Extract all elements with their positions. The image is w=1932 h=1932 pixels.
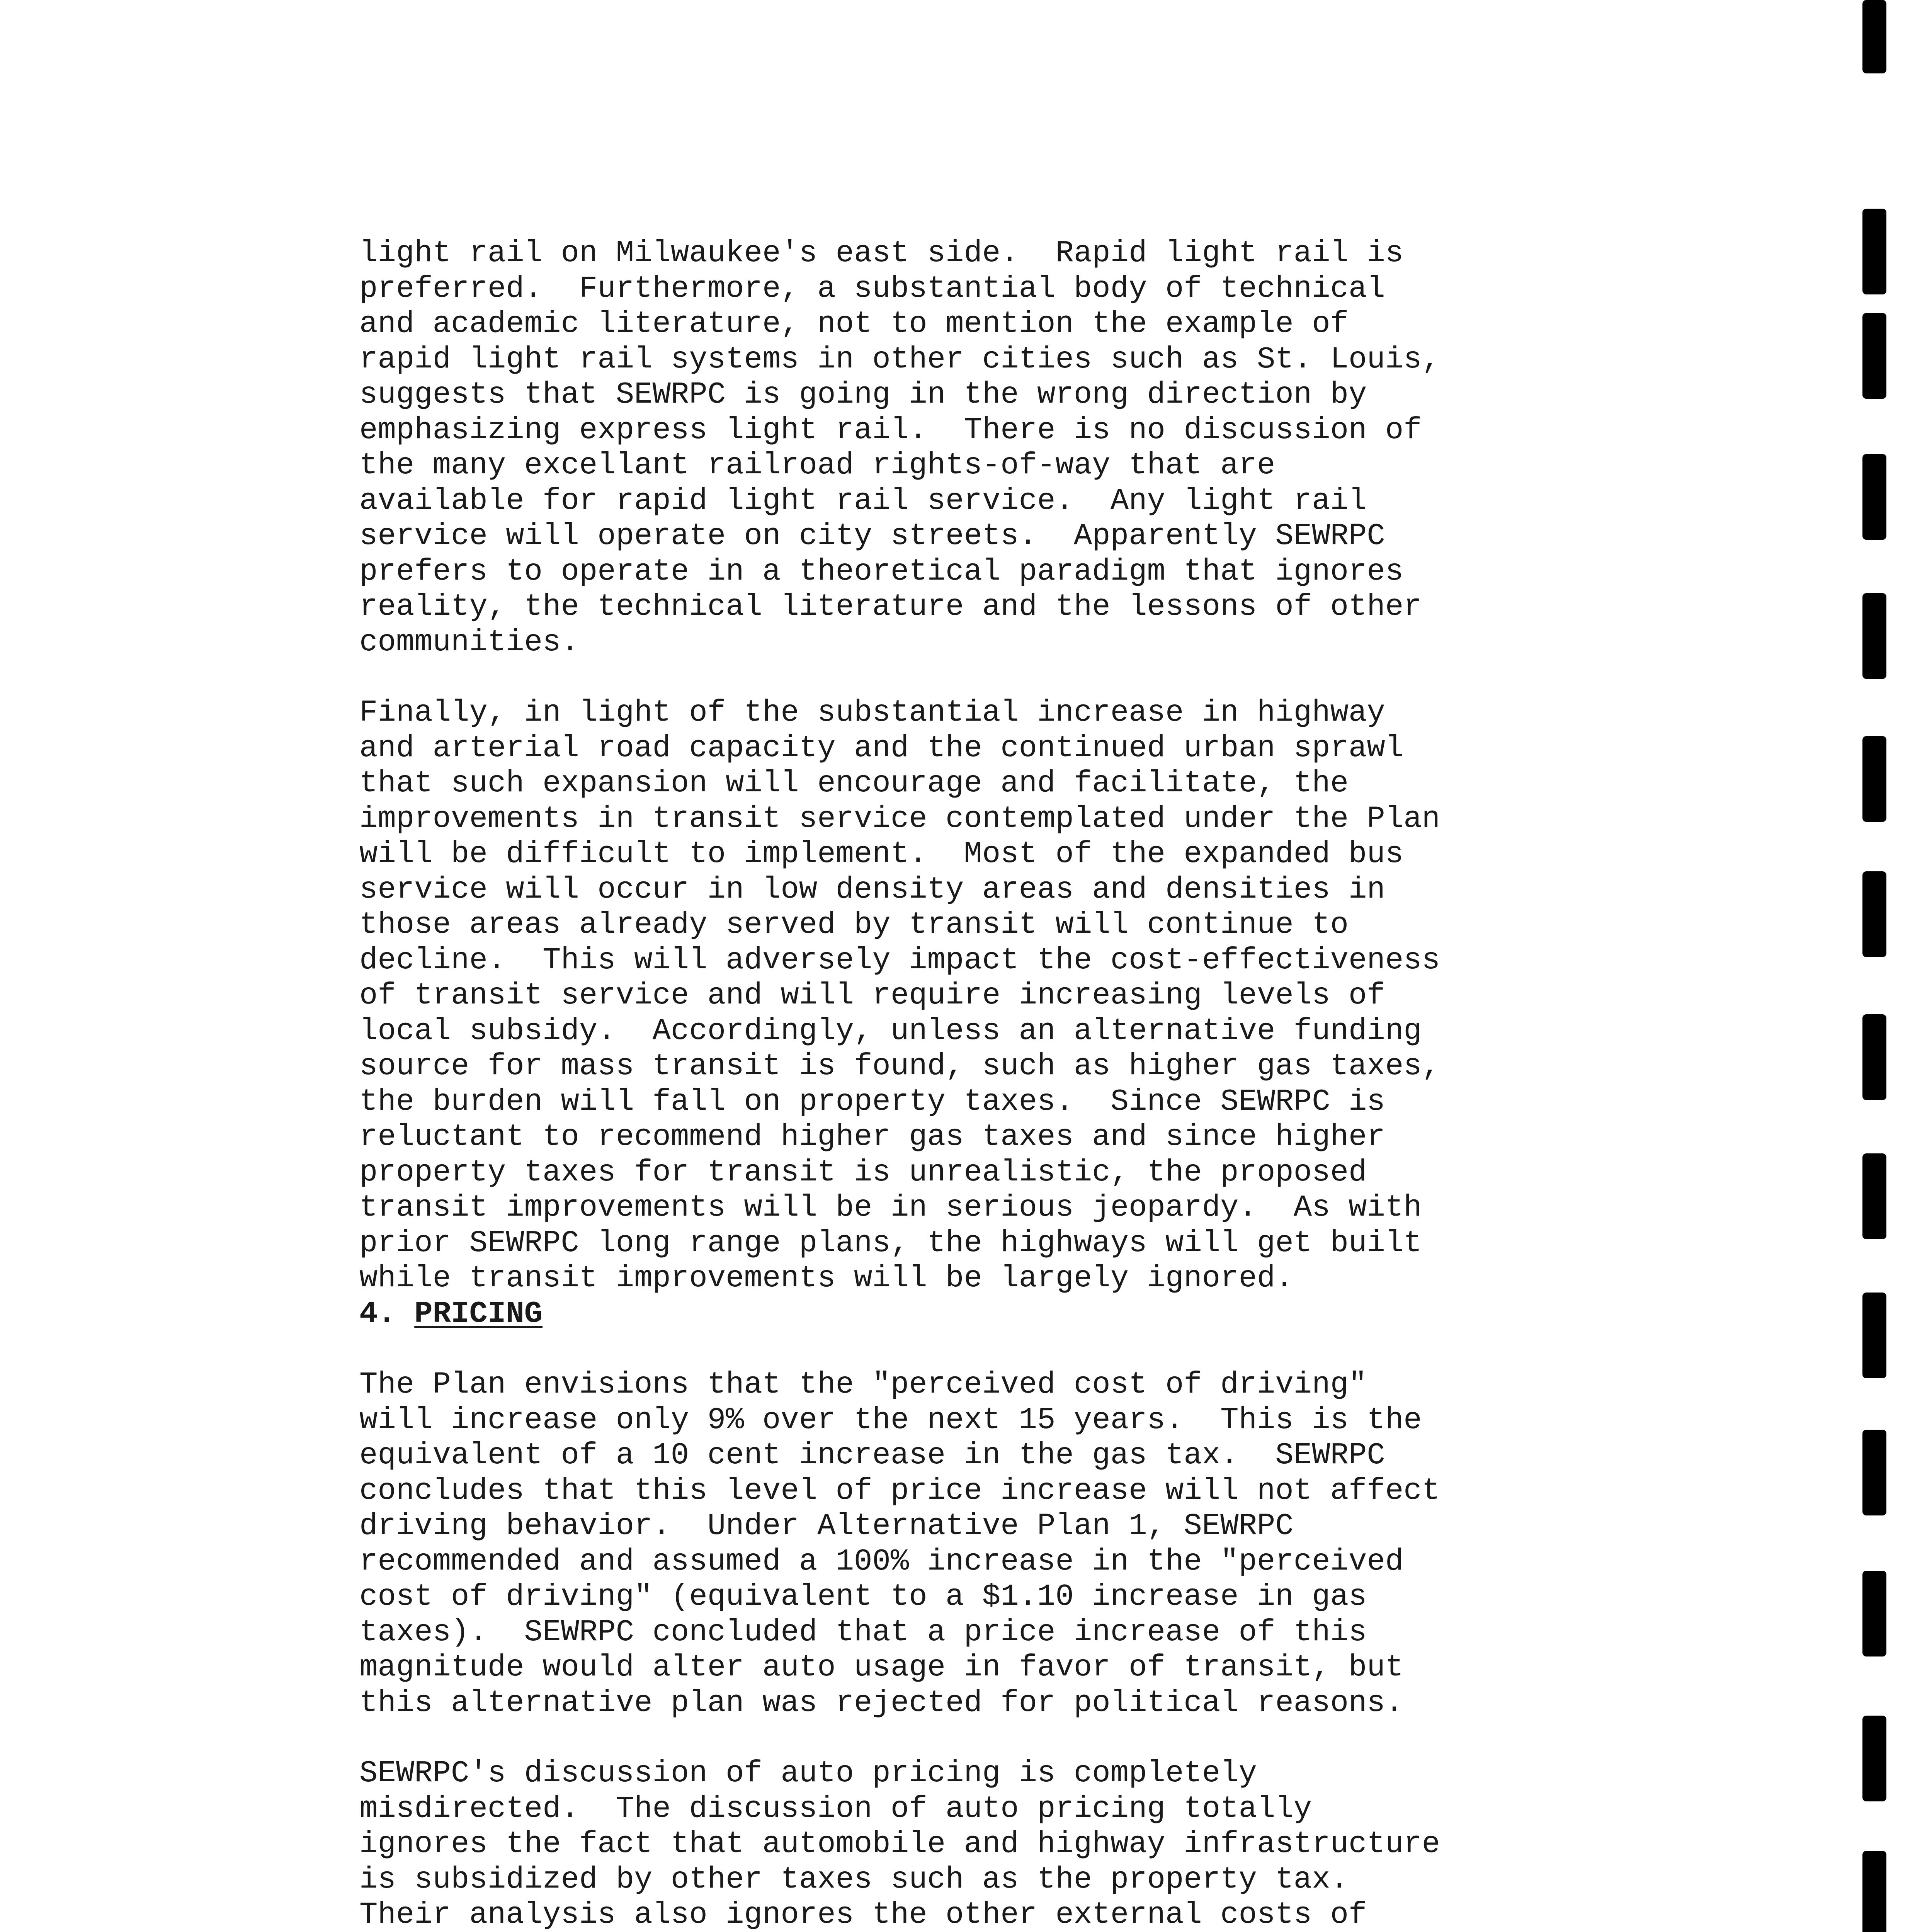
section-number: 4.: [359, 1296, 396, 1331]
section-heading: [359, 1296, 1634, 1332]
text-line: driving behavior. Under Alternative Plan 1, SEWRPC: [359, 1509, 1294, 1543]
binding-mark: [1862, 454, 1886, 540]
text-line: service will operate on city streets. Apparently SEWRPC: [359, 519, 1385, 553]
text-line: local subsidy. Accordingly, unless an alternative funding: [359, 1013, 1422, 1048]
text-line: emphasizing express light rail. There is no discussion of: [359, 412, 1422, 447]
binding-mark: [1862, 1153, 1886, 1239]
binding-mark: [1862, 871, 1886, 957]
text-line: equivalent of a 10 cent increase in the gas tax. SEWRPC: [359, 1438, 1385, 1473]
text-line: service will occur in low density areas and densities in: [359, 872, 1385, 907]
paragraph-pricing-plan: [359, 1367, 1634, 1721]
text-line: preferred. Furthermore, a substantial body of technical: [359, 271, 1385, 306]
text-line: and academic literature, not to mention the example of: [359, 306, 1349, 341]
text-line: the many excellant railroad rights-of-way that are: [359, 448, 1276, 483]
text-line: light rail on Milwaukee's east side. Rapid light rail is: [359, 236, 1404, 270]
text-line: magnitude would alter auto usage in favor of transit, but: [359, 1650, 1404, 1685]
text-line: reality, the technical literature and the lessons of other: [359, 589, 1422, 624]
text-line: suggests that SEWRPC is going in the wrong direction by: [359, 377, 1367, 412]
text-line: Finally, in light of the substantial increase in highway: [359, 695, 1385, 730]
text-line: taxes). SEWRPC concluded that a price increase of this: [359, 1614, 1367, 1650]
text-line: misdirected. The discussion of auto pricing totally: [359, 1791, 1312, 1826]
text-line: available for rapid light rail service. Any light rail: [359, 483, 1367, 518]
binding-mark: [1862, 593, 1886, 679]
text-line: those areas already served by transit will continue to: [359, 907, 1349, 942]
text-line: The Plan envisions that the "perceived cost of driving": [359, 1367, 1367, 1402]
text-line: decline. This will adversely impact the cost-effectiveness: [359, 942, 1440, 978]
text-line: will increase only 9% over the next 15 years. This is the: [359, 1402, 1422, 1437]
text-line: prior SEWRPC long range plans, the highways will get built: [359, 1225, 1422, 1260]
text-line: will be difficult to implement. Most of the expanded bus: [359, 837, 1404, 871]
text-line: reluctant to recommend higher gas taxes and since higher: [359, 1119, 1385, 1154]
binding-mark: [1862, 1014, 1886, 1100]
text-line: the burden will fall on property taxes. Since SEWRPC is: [359, 1084, 1385, 1119]
binding-mark: [1862, 1293, 1886, 1378]
binding-mark: [1862, 0, 1886, 73]
binding-mark: [1862, 1430, 1886, 1515]
text-line: improvements in transit service contemplated under the Plan: [359, 801, 1440, 836]
text-line: Their analysis also ignores the other external costs of: [359, 1897, 1367, 1932]
binding-mark: [1862, 1571, 1886, 1656]
binding-mark: [1862, 736, 1886, 822]
text-line: while transit improvements will be largely ignored.: [359, 1261, 1294, 1296]
paragraph-light-rail: [359, 236, 1634, 660]
paragraph-transit-improvements: [359, 695, 1634, 1296]
text-line: concludes that this level of price increase will not affect: [359, 1473, 1440, 1508]
text-line: prefers to operate in a theoretical paradigm that ignores: [359, 554, 1404, 589]
text-line: rapid light rail systems in other cities such as St. Louis,: [359, 342, 1440, 377]
text-line: is subsidized by other taxes such as the property tax.: [359, 1862, 1349, 1897]
text-line: recommended and assumed a 100% increase in the "perceived: [359, 1544, 1404, 1579]
text-line: cost of driving" (equivalent to a $1.10 increase in gas: [359, 1579, 1367, 1614]
binding-mark: [1862, 1851, 1886, 1932]
text-line: SEWRPC's discussion of auto pricing is completely: [359, 1756, 1257, 1791]
binding-mark: [1862, 209, 1886, 294]
text-line: transit improvements will be in serious jeopardy. As with: [359, 1190, 1422, 1225]
binding-mark: [1862, 1716, 1886, 1801]
text-line: source for mass transit is found, such as higher gas taxes,: [359, 1049, 1440, 1083]
binding-strip: [1862, 0, 1893, 1932]
text-line: and arterial road capacity and the continued urban sprawl: [359, 730, 1404, 765]
section-title: PRICING: [414, 1296, 543, 1331]
binding-mark: [1862, 313, 1886, 399]
text-line: that such expansion will encourage and facilitate, the: [359, 766, 1349, 801]
paragraph-auto-pricing: [359, 1756, 1634, 1932]
body-text-column: [359, 236, 1634, 1932]
text-line: this alternative plan was rejected for political reasons.: [359, 1685, 1404, 1720]
text-line: communities.: [359, 624, 579, 660]
text-line: ignores the fact that automobile and highway infrastructure: [359, 1827, 1440, 1861]
text-line: property taxes for transit is unrealistic, the proposed: [359, 1155, 1367, 1190]
text-line: of transit service and will require increasing levels of: [359, 978, 1385, 1013]
